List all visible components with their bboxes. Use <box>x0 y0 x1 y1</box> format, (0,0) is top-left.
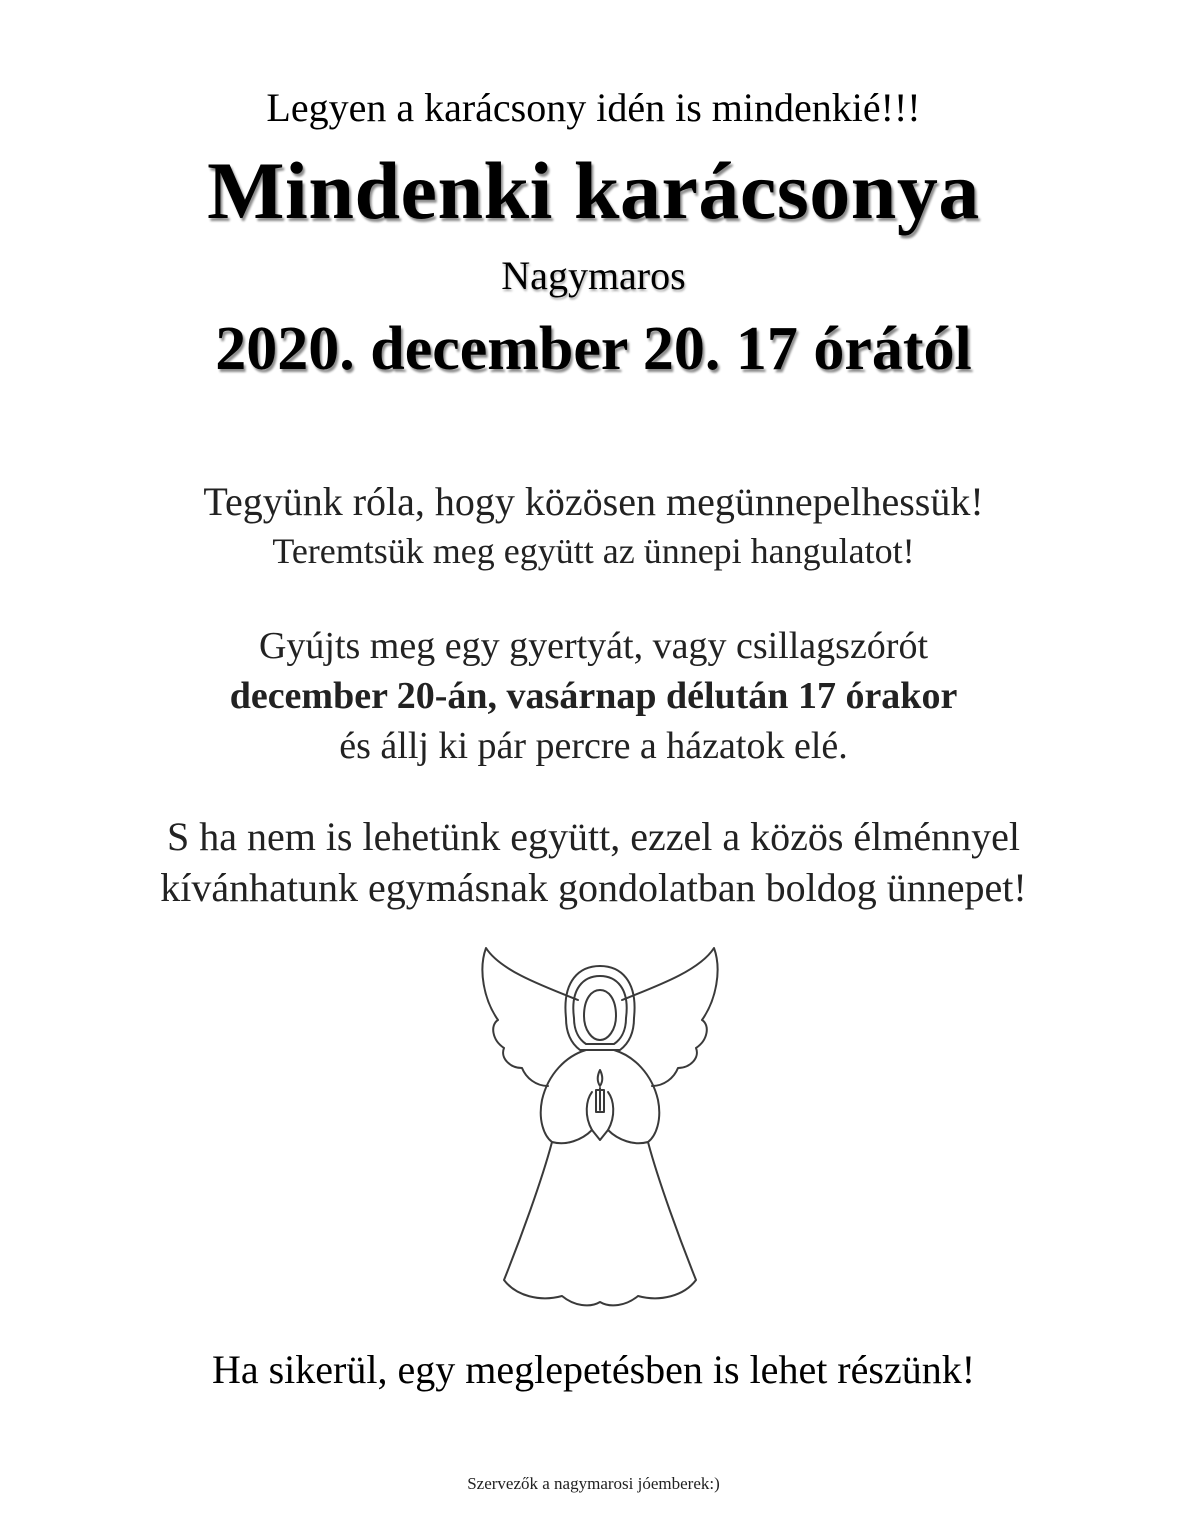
angel-right-wing <box>622 948 718 1086</box>
angel-hair <box>573 976 626 1044</box>
paragraph-line: Tegyünk róla, hogy közösen megünnepelhessük! <box>203 479 984 524</box>
event-location: Nagymaros <box>501 253 686 298</box>
paragraph-line: Teremtsük meg együtt az ünnepi hangulatot! <box>272 531 915 571</box>
candle-flame-icon <box>598 1070 603 1086</box>
signature: Szervezők a nagymarosi jóemberek:) <box>467 1474 720 1493</box>
angel-with-candle-icon <box>470 940 730 1310</box>
event-datetime: 2020. december 20. 17 órától <box>215 315 972 383</box>
angel-halo <box>565 966 634 1050</box>
angel-left-wing <box>482 948 578 1086</box>
paragraph-line-emphasis: december 20-án, vasárnap délután 17 órakor <box>229 675 958 717</box>
paragraph-line: és állj ki pár percre a házatok elé. <box>339 725 848 767</box>
paragraph-line: Gyújts meg egy gyertyát, vagy csillagszórót <box>258 625 929 667</box>
closing-line: Ha sikerül, egy meglepetésben is lehet részünk! <box>211 1347 976 1392</box>
angel-right-sleeve <box>608 1050 659 1143</box>
event-title: Mindenki karácsonya <box>207 145 980 236</box>
angel-left-sleeve <box>541 1050 592 1143</box>
angel-face <box>584 990 616 1040</box>
paragraph-line: kívánhatunk egymásnak gondolatban boldog ünnepet! <box>160 865 1027 910</box>
paragraph-line: S ha nem is lehetünk együtt, ezzel a közös élménnyel <box>166 814 1021 859</box>
angel-dress <box>504 1142 696 1305</box>
tagline: Legyen a karácsony idén is mindenkié!!! <box>266 85 921 130</box>
